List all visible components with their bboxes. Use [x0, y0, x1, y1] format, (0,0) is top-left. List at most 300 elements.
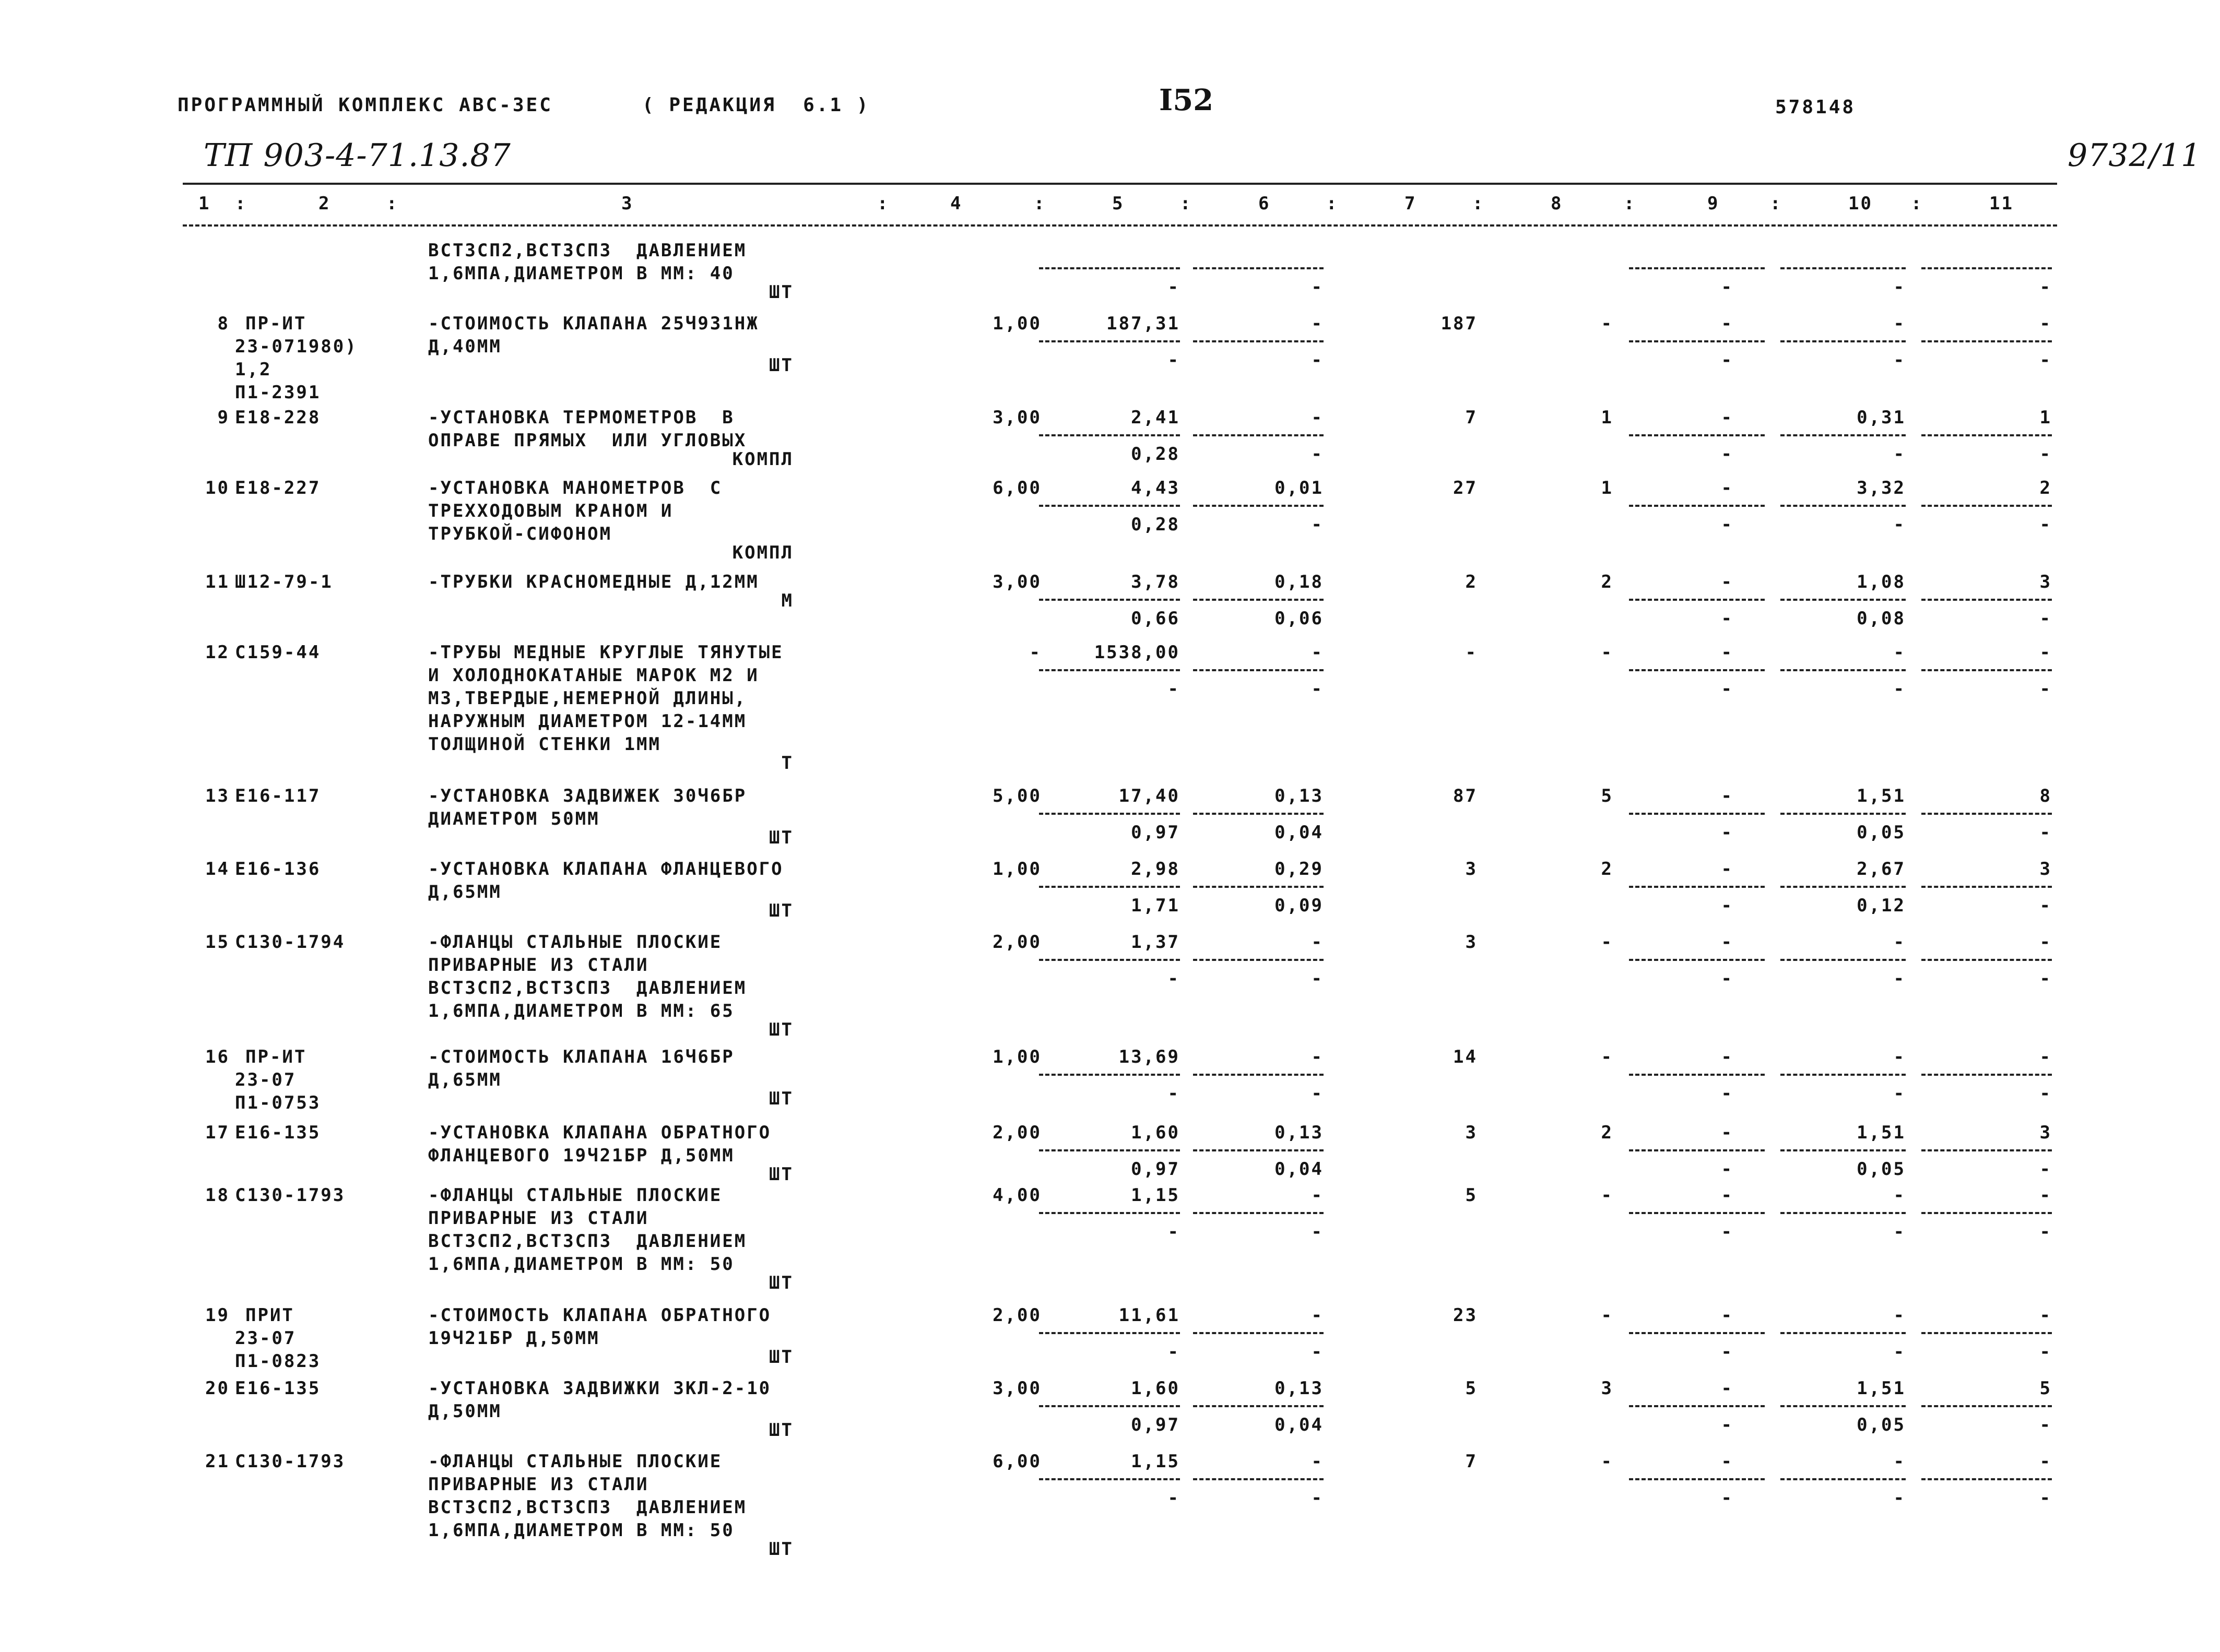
work-description: -СТОИМОСТЬ КЛАПАНА 25Ч931НЖ	[428, 313, 759, 334]
cell-col-10-lower: 0,08	[1857, 608, 1906, 629]
cell-col-qty: 2,00	[993, 1122, 1042, 1143]
resource-code: С130-1793	[235, 1185, 346, 1206]
cell-col-v5: 1538,00	[1094, 642, 1180, 663]
cell-col-5-lower: -	[1167, 679, 1180, 699]
value-separator	[1780, 886, 1906, 888]
cell-col-v10: 0,31	[1857, 407, 1906, 428]
resource-code: Ш12-79-1	[235, 572, 333, 592]
resource-code: Е18-228	[235, 407, 321, 428]
cell-col-qty: 6,00	[993, 1451, 1042, 1472]
cell-col-9-lower: -	[1721, 277, 1733, 298]
cell-col-v5: 1,60	[1131, 1378, 1180, 1399]
cell-col-6-lower: -	[1311, 1488, 1324, 1508]
value-separator	[1193, 1405, 1324, 1407]
cell-col-qty: 1,00	[993, 313, 1042, 334]
cell-col-6-lower: -	[1311, 679, 1324, 699]
cell-col-9-lower: -	[1721, 895, 1733, 916]
cell-col-v9: -	[1721, 407, 1733, 428]
cell-col-10-lower: 0,05	[1857, 1159, 1906, 1180]
cell-col-v10: 1,08	[1857, 572, 1906, 592]
cell-col-6-lower: -	[1311, 350, 1324, 371]
resource-code: Е16-117	[235, 786, 321, 806]
cell-col-v5: 3,78	[1131, 572, 1180, 592]
value-separator	[1039, 1405, 1180, 1407]
work-description: 1,6МПА,ДИАМЕТРОМ В ММ: 40	[428, 263, 735, 284]
cell-col-5-lower: -	[1167, 1083, 1180, 1104]
cell-col-v9: -	[1721, 1185, 1733, 1206]
work-description: Д,40ММ	[428, 336, 502, 357]
resource-code: Е18-227	[235, 478, 321, 498]
work-description: ПРИВАРНЫЕ ИЗ СТАЛИ	[428, 1474, 649, 1495]
work-description: Д,65ММ	[428, 882, 502, 902]
value-separator	[1193, 1332, 1324, 1334]
work-description: И ХОЛОДНОКАТАНЫЕ МАРОК М2 И	[428, 665, 759, 686]
cell-col-v10: 3,32	[1857, 478, 1906, 498]
cell-col-11-lower: -	[2039, 679, 2052, 699]
value-separator	[1629, 669, 1765, 671]
value-separator	[1193, 1074, 1324, 1076]
cell-col-v7: 3	[1465, 1122, 1478, 1143]
cell-col-v9: -	[1721, 859, 1733, 880]
cell-col-11-lower: -	[2039, 444, 2052, 465]
column-header: 2	[318, 193, 331, 214]
cell-col-v6: 0,13	[1274, 786, 1324, 806]
value-separator	[1780, 813, 1906, 815]
column-separator: :	[1770, 193, 1782, 214]
work-description: -ФЛАНЦЫ СТАЛЬНЫЕ ПЛОСКИЕ	[428, 1451, 723, 1472]
cell-col-v10: 1,51	[1857, 1378, 1906, 1399]
cell-col-v6: -	[1311, 932, 1324, 953]
cell-col-5-lower: -	[1167, 968, 1180, 989]
cell-col-qty: 6,00	[993, 478, 1042, 498]
cell-col-v5: 13,69	[1118, 1047, 1180, 1067]
value-separator	[1780, 1405, 1906, 1407]
column-header: 10	[1848, 193, 1873, 214]
cell-col-6-lower: -	[1311, 1341, 1324, 1362]
cell-col-5-lower: 0,66	[1131, 608, 1180, 629]
value-separator	[1039, 813, 1180, 815]
row-number: 11	[205, 572, 230, 592]
work-description: -УСТАНОВКА ТЕРМОМЕТРОВ В	[428, 407, 735, 428]
value-separator	[1921, 813, 2052, 815]
cell-col-v10: -	[1893, 1185, 1906, 1206]
value-separator	[1193, 340, 1324, 342]
resource-code: ПР-ИТ	[245, 313, 307, 334]
unit-label: ШТ	[769, 1347, 794, 1368]
work-description: ПРИВАРНЫЕ ИЗ СТАЛИ	[428, 955, 649, 976]
work-description: -ТРУБЫ МЕДНЫЕ КРУГЛЫЕ ТЯНУТЫЕ	[428, 642, 784, 663]
cell-col-10-lower: -	[1893, 1341, 1906, 1362]
value-separator	[1629, 1332, 1765, 1334]
value-separator	[1780, 959, 1906, 961]
value-separator	[1193, 1212, 1324, 1214]
cell-col-9-lower: -	[1721, 514, 1733, 535]
value-separator	[1629, 1212, 1765, 1214]
work-description: Д,65ММ	[428, 1069, 502, 1090]
value-separator	[1193, 434, 1324, 436]
cell-col-v10: -	[1893, 1305, 1906, 1326]
value-separator	[1629, 813, 1765, 815]
value-separator	[1629, 505, 1765, 507]
value-separator	[1629, 1478, 1765, 1480]
work-description: -УСТАНОВКА ЗАДВИЖЕК 30Ч6БР	[428, 786, 747, 806]
cell-col-qty: 1,00	[993, 859, 1042, 880]
work-description: 1,6МПА,ДИАМЕТРОМ В ММ: 50	[428, 1254, 735, 1275]
value-separator	[1921, 669, 2052, 671]
column-header: 4	[950, 193, 963, 214]
column-header-rule	[183, 224, 2057, 227]
cell-col-9-lower: -	[1721, 968, 1733, 989]
cell-col-v7: 187	[1440, 313, 1478, 334]
cell-col-6-lower: -	[1311, 1083, 1324, 1104]
cell-col-v11: 2	[2039, 478, 2052, 498]
cell-col-v6: 0,13	[1274, 1378, 1324, 1399]
column-header: 8	[1551, 193, 1563, 214]
cell-col-v9: -	[1721, 932, 1733, 953]
cell-col-11-lower: -	[2039, 895, 2052, 916]
cell-col-v6: 0,13	[1274, 1122, 1324, 1143]
value-separator	[1193, 505, 1324, 507]
cell-col-v8: -	[1601, 932, 1613, 953]
work-description: М3,ТВЕРДЫЕ,НЕМЕРНОЙ ДЛИНЫ,	[428, 688, 747, 709]
cell-col-qty: 5,00	[993, 786, 1042, 806]
cell-col-v8: -	[1601, 1305, 1613, 1326]
cell-col-v8: -	[1601, 1185, 1613, 1206]
document-code: 578148	[1775, 97, 1856, 118]
value-separator	[1039, 1149, 1180, 1151]
value-separator	[1193, 959, 1324, 961]
row-number: 17	[205, 1122, 230, 1143]
cell-col-v11: 1	[2039, 407, 2052, 428]
cell-col-5-lower: -	[1167, 1221, 1180, 1242]
value-separator	[1780, 599, 1906, 601]
cell-col-v6: -	[1311, 1185, 1324, 1206]
cell-col-v7: 27	[1453, 478, 1478, 498]
cell-col-11-lower: -	[2039, 350, 2052, 371]
value-separator	[1039, 434, 1180, 436]
cell-col-5-lower: 1,71	[1131, 895, 1180, 916]
unit-label: ШТ	[769, 1539, 794, 1560]
column-separator: :	[386, 193, 399, 214]
column-separator: :	[1911, 193, 1923, 214]
cell-col-v8: 2	[1601, 1122, 1613, 1143]
row-number: 8	[217, 313, 230, 334]
work-description: -СТОИМОСТЬ КЛАПАНА 16Ч6БР	[428, 1047, 735, 1067]
cell-col-v11: 8	[2039, 786, 2052, 806]
cell-col-5-lower: -	[1167, 1488, 1180, 1508]
cell-col-v7: 3	[1465, 932, 1478, 953]
cell-col-v9: -	[1721, 786, 1733, 806]
column-separator: :	[1034, 193, 1046, 214]
cell-col-9-lower: -	[1721, 1221, 1733, 1242]
cell-col-v5: 1,15	[1131, 1451, 1180, 1472]
resource-code: 23-071980)	[235, 336, 358, 357]
row-number: 20	[205, 1378, 230, 1399]
row-number: 9	[217, 407, 230, 428]
value-separator	[1039, 267, 1180, 269]
cell-col-6-lower: -	[1311, 514, 1324, 535]
cell-col-v7: 7	[1465, 407, 1478, 428]
work-description: 19Ч21БР Д,50ММ	[428, 1328, 600, 1349]
value-separator	[1780, 340, 1906, 342]
work-description: НАРУЖНЫМ ДИАМЕТРОМ 12-14ММ	[428, 711, 747, 732]
cell-col-9-lower: -	[1721, 822, 1733, 843]
cell-col-v11: -	[2039, 932, 2052, 953]
cell-col-qty: -	[1029, 642, 1042, 663]
cell-col-v8: 5	[1601, 786, 1613, 806]
cell-col-5-lower: 0,28	[1131, 444, 1180, 465]
value-separator	[1921, 505, 2052, 507]
value-separator	[1629, 886, 1765, 888]
cell-col-v9: -	[1721, 313, 1733, 334]
cell-col-11-lower: -	[2039, 822, 2052, 843]
value-separator	[1039, 505, 1180, 507]
cell-col-qty: 2,00	[993, 1305, 1042, 1326]
cell-col-9-lower: -	[1721, 1488, 1733, 1508]
value-separator	[1629, 1149, 1765, 1151]
cell-col-5-lower: 0,28	[1131, 514, 1180, 535]
resource-code: 23-07	[235, 1069, 297, 1090]
cell-col-qty: 3,00	[993, 407, 1042, 428]
unit-label: ШТ	[769, 1019, 794, 1040]
cell-col-9-lower: -	[1721, 444, 1733, 465]
unit-label: ШТ	[769, 1273, 794, 1293]
cell-col-v11: 3	[2039, 1122, 2052, 1143]
cell-col-v6: -	[1311, 407, 1324, 428]
cell-col-v7: 14	[1453, 1047, 1478, 1067]
value-separator	[1193, 813, 1324, 815]
cell-col-qty: 2,00	[993, 932, 1042, 953]
cell-col-v8: 3	[1601, 1378, 1613, 1399]
cell-col-v10: -	[1893, 932, 1906, 953]
cell-col-5-lower: 0,97	[1131, 822, 1180, 843]
value-separator	[1780, 267, 1906, 269]
cell-col-qty: 3,00	[993, 1378, 1042, 1399]
cell-col-v7: 3	[1465, 859, 1478, 880]
cell-col-v6: -	[1311, 642, 1324, 663]
column-header: 1	[198, 193, 211, 214]
cell-col-v10: 1,51	[1857, 1122, 1906, 1143]
value-separator	[1921, 1478, 2052, 1480]
work-description: ТРЕХХОДОВЫМ КРАНОМ И	[428, 501, 674, 521]
value-separator	[1780, 1332, 1906, 1334]
work-description: ВСТ3СП2,ВСТ3СП3 ДАВЛЕНИЕМ	[428, 978, 747, 999]
work-description: -УСТАНОВКА МАНОМЕТРОВ С	[428, 478, 723, 498]
column-header: 11	[1989, 193, 2014, 214]
program-title: ПРОГРАММНЫЙ КОМПЛЕКС АВС-3ЕС	[178, 94, 553, 116]
value-separator	[1193, 886, 1324, 888]
value-separator	[1039, 599, 1180, 601]
work-description: 1,6МПА,ДИАМЕТРОМ В ММ: 65	[428, 1001, 735, 1021]
cell-col-6-lower: -	[1311, 1221, 1324, 1242]
cell-col-v5: 4,43	[1131, 478, 1180, 498]
column-header: 5	[1112, 193, 1125, 214]
cell-col-v5: 11,61	[1118, 1305, 1180, 1326]
cell-col-v9: -	[1721, 1047, 1733, 1067]
column-separator: :	[1180, 193, 1192, 214]
cell-col-v6: -	[1311, 313, 1324, 334]
header-rule	[183, 183, 2057, 185]
resource-code: С130-1794	[235, 932, 346, 953]
cell-col-10-lower: -	[1893, 968, 1906, 989]
cell-col-11-lower: -	[2039, 968, 2052, 989]
cell-col-11-lower: -	[2039, 608, 2052, 629]
work-description: ВСТ3СП2,ВСТ3СП3 ДАВЛЕНИЕМ	[428, 240, 747, 261]
cell-col-6-lower: -	[1311, 277, 1324, 298]
cell-col-11-lower: -	[2039, 1159, 2052, 1180]
cell-col-5-lower: -	[1167, 1341, 1180, 1362]
cell-col-v11: -	[2039, 1451, 2052, 1472]
unit-label: ШТ	[769, 1088, 794, 1109]
cell-col-v11: -	[2039, 642, 2052, 663]
cell-col-v8: 1	[1601, 407, 1613, 428]
unit-label: КОМПЛ	[732, 449, 794, 470]
work-description: 1,6МПА,ДИАМЕТРОМ В ММ: 50	[428, 1520, 735, 1541]
cell-col-v9: -	[1721, 1305, 1733, 1326]
value-separator	[1921, 959, 2052, 961]
cell-col-9-lower: -	[1721, 1083, 1733, 1104]
work-description: -УСТАНОВКА ЗАДВИЖКИ 3КЛ-2-10	[428, 1378, 772, 1399]
cell-col-10-lower: -	[1893, 679, 1906, 699]
cell-col-v6: 0,29	[1274, 859, 1324, 880]
unit-label: Т	[781, 753, 794, 774]
value-separator	[1629, 1405, 1765, 1407]
value-separator	[1629, 959, 1765, 961]
cell-col-6-lower: 0,09	[1274, 895, 1324, 916]
cell-col-v5: 1,60	[1131, 1122, 1180, 1143]
cell-col-10-lower: -	[1893, 444, 1906, 465]
cell-col-10-lower: -	[1893, 277, 1906, 298]
cell-col-6-lower: 0,04	[1274, 1159, 1324, 1180]
row-number: 18	[205, 1185, 230, 1206]
value-separator	[1780, 1212, 1906, 1214]
cell-col-qty: 1,00	[993, 1047, 1042, 1067]
work-description: ТРУБКОЙ-СИФОНОМ	[428, 524, 612, 544]
value-separator	[1039, 1478, 1180, 1480]
value-separator	[1921, 1074, 2052, 1076]
work-description: -ТРУБКИ КРАСНОМЕДНЫЕ Д,12ММ	[428, 572, 759, 592]
cell-col-v11: -	[2039, 1185, 2052, 1206]
cell-col-v7: -	[1465, 642, 1478, 663]
sheet-reference: 9732/11	[2068, 137, 2202, 174]
resource-code: ПР-ИТ	[245, 1047, 307, 1067]
cell-col-9-lower: -	[1721, 608, 1733, 629]
cell-col-v5: 1,37	[1131, 932, 1180, 953]
work-description: ТОЛЩИНОЙ СТЕНКИ 1ММ	[428, 734, 661, 755]
unit-label: ШТ	[769, 827, 794, 848]
resource-code: С130-1793	[235, 1451, 346, 1472]
cell-col-v10: 1,51	[1857, 786, 1906, 806]
value-separator	[1039, 340, 1180, 342]
value-separator	[1039, 959, 1180, 961]
value-separator	[1921, 599, 2052, 601]
cell-col-10-lower: -	[1893, 350, 1906, 371]
column-separator: :	[1624, 193, 1636, 214]
value-separator	[1921, 434, 2052, 436]
cell-col-11-lower: -	[2039, 1221, 2052, 1242]
cell-col-11-lower: -	[2039, 1083, 2052, 1104]
cell-col-v9: -	[1721, 642, 1733, 663]
column-separator: :	[877, 193, 890, 214]
value-separator	[1921, 1332, 2052, 1334]
row-number: 15	[205, 932, 230, 953]
cell-col-v6: -	[1311, 1451, 1324, 1472]
row-number: 19	[205, 1305, 230, 1326]
resource-code: П1-2391	[235, 382, 321, 403]
work-description: -ФЛАНЦЫ СТАЛЬНЫЕ ПЛОСКИЕ	[428, 1185, 723, 1206]
cell-col-v10: 2,67	[1857, 859, 1906, 880]
unit-label: ШТ	[769, 355, 794, 376]
resource-code: ПРИТ	[245, 1305, 294, 1326]
value-separator	[1629, 267, 1765, 269]
value-separator	[1193, 267, 1324, 269]
cell-col-9-lower: -	[1721, 350, 1733, 371]
unit-label: ШТ	[769, 900, 794, 921]
column-separator: :	[1326, 193, 1339, 214]
cell-col-9-lower: -	[1721, 679, 1733, 699]
value-separator	[1039, 669, 1180, 671]
cell-col-6-lower: -	[1311, 444, 1324, 465]
value-separator	[1921, 340, 2052, 342]
cell-col-9-lower: -	[1721, 1415, 1733, 1435]
cell-col-v9: -	[1721, 1378, 1733, 1399]
cell-col-v11: -	[2039, 313, 2052, 334]
value-separator	[1629, 1074, 1765, 1076]
cell-col-v6: -	[1311, 1305, 1324, 1326]
cell-col-5-lower: -	[1167, 277, 1180, 298]
cell-col-v10: -	[1893, 1451, 1906, 1472]
cell-col-v7: 87	[1453, 786, 1478, 806]
value-separator	[1780, 505, 1906, 507]
cell-col-v5: 187,31	[1106, 313, 1180, 334]
cell-col-v5: 2,41	[1131, 407, 1180, 428]
cell-col-v11: 3	[2039, 572, 2052, 592]
work-description: -СТОИМОСТЬ КЛАПАНА ОБРАТНОГО	[428, 1305, 772, 1326]
work-description: -ФЛАНЦЫ СТАЛЬНЫЕ ПЛОСКИЕ	[428, 932, 723, 953]
row-number: 10	[205, 478, 230, 498]
cell-col-9-lower: -	[1721, 1341, 1733, 1362]
value-separator	[1039, 1332, 1180, 1334]
cell-col-v10: -	[1893, 642, 1906, 663]
cell-col-v10: -	[1893, 313, 1906, 334]
cell-col-v8: -	[1601, 642, 1613, 663]
unit-label: ШТ	[769, 282, 794, 303]
value-separator	[1780, 1074, 1906, 1076]
column-separator: :	[235, 193, 247, 214]
work-description: ОПРАВЕ ПРЯМЫХ ИЛИ УГЛОВЫХ	[428, 430, 747, 451]
cell-col-11-lower: -	[2039, 277, 2052, 298]
value-separator	[1780, 669, 1906, 671]
column-separator: :	[1472, 193, 1485, 214]
cell-col-v7: 5	[1465, 1378, 1478, 1399]
value-separator	[1039, 1074, 1180, 1076]
resource-code: Е16-135	[235, 1122, 321, 1143]
cell-col-6-lower: 0,04	[1274, 1415, 1324, 1435]
cell-col-qty: 4,00	[993, 1185, 1042, 1206]
cell-col-11-lower: -	[2039, 1488, 2052, 1508]
cell-col-5-lower: 0,97	[1131, 1415, 1180, 1435]
value-separator	[1193, 669, 1324, 671]
cell-col-6-lower: 0,04	[1274, 822, 1324, 843]
cell-col-v5: 17,40	[1118, 786, 1180, 806]
row-number: 12	[205, 642, 230, 663]
cell-col-v11: 5	[2039, 1378, 2052, 1399]
cell-col-10-lower: 0,05	[1857, 1415, 1906, 1435]
cell-col-v8: 2	[1601, 859, 1613, 880]
cell-col-v6: 0,01	[1274, 478, 1324, 498]
cell-col-10-lower: -	[1893, 1083, 1906, 1104]
cell-col-v8: -	[1601, 1047, 1613, 1067]
